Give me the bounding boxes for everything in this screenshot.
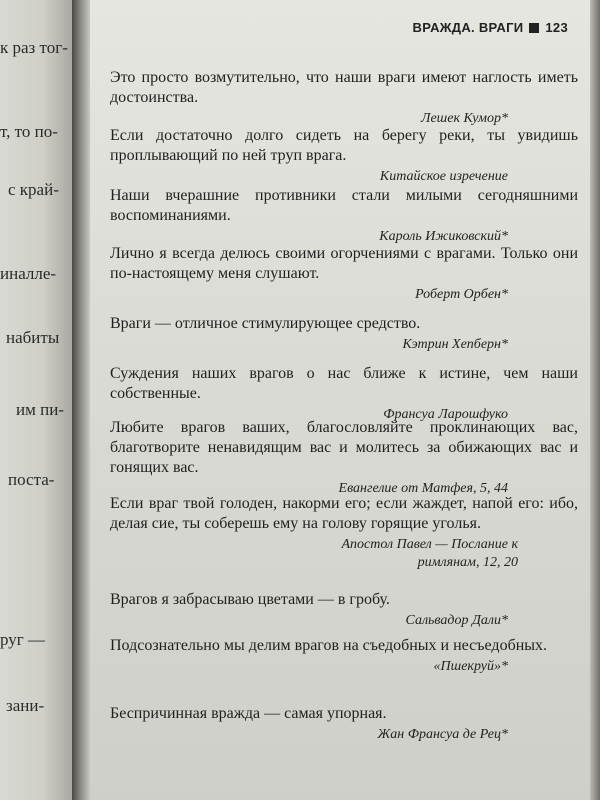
quote <box>110 704 578 744</box>
quote <box>110 186 578 246</box>
left-page-fragment: т, то по- <box>0 122 58 141</box>
quote-text: Врагов я забрасываю цветами — в гробу. <box>110 591 390 608</box>
page-edge <box>590 0 600 800</box>
quote <box>110 590 578 630</box>
quote-text: Подсознательно мы делим врагов на съедобных и несъедобных. <box>110 637 548 654</box>
square-bullet-icon <box>529 23 539 33</box>
quote-author: Кэтрин Хепберн* <box>402 337 508 352</box>
left-page-fragment: им пи- <box>16 400 64 419</box>
quote-author: Роберт Орбен* <box>415 287 508 302</box>
quote-text: Это просто возмутительно, что наши враги имеют наглость иметь достоинства. <box>110 69 578 106</box>
quote <box>110 364 578 424</box>
quote <box>110 126 578 186</box>
quote-author: Кароль Ижиковский* <box>379 229 508 244</box>
quote-author: «Пшекруй»* <box>433 659 508 674</box>
quote-text: Враги — отличное стимулирующее средство. <box>110 315 421 332</box>
quote-text: Если враг твой голоден, накорми его; если жаждет, напой его: ибо, делая сие, ты соберешь ему на голову горящие уголья. <box>110 495 578 532</box>
quote-text: Беспричинная вражда — самая упорная. <box>110 705 387 722</box>
quote-author: Китайское изречение <box>379 169 508 184</box>
quote-text: Суждения наших врагов о нас ближе к истине, чем наши собственные. <box>110 365 578 402</box>
left-page-fragment: руг — <box>0 630 45 649</box>
running-head <box>413 20 568 35</box>
quote-author: Апостол Павел — Послание к римлянам, 12, 20 <box>341 537 518 570</box>
quote-text: Если достаточно долго сидеть на берегу реки, ты увидишь проплывающий по ней труп врага. <box>110 127 578 164</box>
chapter-title: ВРАЖДА. ВРАГИ <box>412 20 524 35</box>
book-gutter <box>72 0 90 800</box>
left-page-fragment: к раз тог- <box>0 38 68 57</box>
quote <box>110 244 578 304</box>
quote-author: Франсуа Ларошфуко <box>383 407 508 422</box>
left-page-fragment: набиты <box>6 328 60 347</box>
quote <box>110 494 578 572</box>
quote-author: Лешек Кумор* <box>420 111 508 126</box>
quote <box>110 636 578 676</box>
quote-text: Любите врагов ваших, благословляйте проклинающих вас, благотворите ненавидящим вас и молитесь за обижающих вас и гонящих вас. <box>110 419 578 476</box>
quote-author: Евангелие от Матфея, 5, 44 <box>338 481 508 496</box>
right-page <box>90 0 590 800</box>
left-page-fragment: поста- <box>8 470 55 489</box>
left-page <box>0 0 72 800</box>
left-page-fragment: зани- <box>6 696 45 715</box>
quote <box>110 418 578 498</box>
quote-author: Сальвадор Дали* <box>405 613 508 628</box>
left-page-fragment: с край- <box>8 180 59 199</box>
page-number: 123 <box>545 20 568 35</box>
quote <box>110 314 578 354</box>
quote-author: Жан Франсуа де Рец* <box>377 727 508 742</box>
quote-text: Наши вчерашние противники стали милыми сегодняшними воспоминаниями. <box>110 187 578 224</box>
left-page-fragment: иналле- <box>0 264 57 283</box>
quote-text: Лично я всегда делюсь своими огорчениями с врагами. Только они по-настоящему меня слушают. <box>110 245 578 282</box>
quote <box>110 68 578 128</box>
